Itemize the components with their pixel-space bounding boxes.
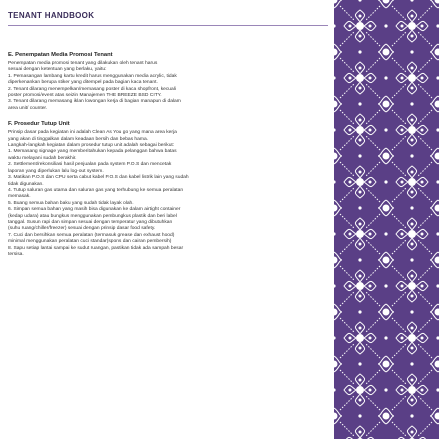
section-e-item: 3. Tenant dilarang memasang iklan lowongan kerja di bagian manapun di dalam xyxy=(8,99,181,105)
header-divider xyxy=(8,25,328,26)
section-f-item: 8. Sapu setiap lantai sampai ke sudut ruangan, pastikan tidak ada sampah besar xyxy=(8,245,184,251)
section-f-item: (suhu ruang/chiller/freezer) sesuai dengan prinsip dasar food safety. xyxy=(8,226,156,232)
section-f-item: tersisa. xyxy=(8,251,24,257)
section-f-item: 5. Buang semua bahan baku yang sudah tidak layak olah. xyxy=(8,200,134,206)
section-f-item: tidak digunakan. xyxy=(8,181,44,187)
batik-pattern-icon xyxy=(334,0,439,439)
section-f xyxy=(8,121,308,258)
section-e-item: area unit/ counter. xyxy=(8,105,48,111)
main-content xyxy=(8,52,308,258)
section-e-intro-line: sesuai dengan ketentuan yang berlaku, yaitu: xyxy=(8,67,107,73)
section-f-item: waktu melayani sudah berakhir. xyxy=(8,155,77,161)
section-f-intro-line: yang akan di tinggalkan dalam keadaan bersih dan bebas hama. xyxy=(8,136,149,142)
page-header-title: TENANT HANDBOOK xyxy=(8,11,95,20)
section-e-item: poster promosi/event atas seizin Manajemen THE BREEZE BSD CITY. xyxy=(8,93,162,99)
section-f-item: 6. Simpan semua bahan yang masih bisa digunakan ke dalam airtight container xyxy=(8,207,181,213)
section-f-item: minimal menggunakan peralatan cuci standar(spons dan cairan pembersih) xyxy=(8,239,172,245)
section-e-item: diperkenankan berupa stiker yang ditempel pada bagian kaca tenant. xyxy=(8,80,158,86)
section-f-item: 4. Tutup saluran gas utama dan saluran gas yang terhubung ke semua peralatan xyxy=(8,187,184,193)
section-f-intro-line: Langkah-langkah kegiatan dalam prosedur tutup unit adalah sebagai berikut: xyxy=(8,143,175,149)
section-e-item: 1. Pemasangan lambang kartu kredit harus menggunakan media acrylic, tidak xyxy=(8,73,177,79)
section-f-item: memasak. xyxy=(8,194,31,200)
section-f-item: (kedap udara) atau bungkus menggunakan pembungkus plastik dan beri label xyxy=(8,213,177,219)
section-f-item: laporan yang diperlukan lalu log-out system. xyxy=(8,168,104,174)
section-f-item: 2. Settlement/rekonsiliasi hasil penjualan pada system P.O.S dan mencetak xyxy=(8,162,172,168)
section-e xyxy=(8,52,308,112)
section-f-item: tanggal. Susun rapi dan simpan sesuai dengan temperatur yang dibutuhkan xyxy=(8,219,173,225)
section-e-item: 2. Tenant dilarang menempelkan/memasang poster di kaca shopfront, kecuali xyxy=(8,86,176,92)
section-e-intro-line: Penempatan media promosi tenant yang dilakukan oleh tenant harus xyxy=(8,61,158,66)
section-f-title: F. Prosedur Tutup Unit xyxy=(8,121,70,128)
section-e-title: E. Penempatan Media Promosi Tenant xyxy=(8,52,113,58)
section-f-item: 3. Matikan P.O.S dan CPU serta cabut kabel P.O.S dan kabel listrik lain yang sudah xyxy=(8,175,189,181)
section-f-intro-line: Prinsip dasar pada kegiatan ini adalah Clean As You go yang mana area kerja xyxy=(8,130,177,136)
section-f-item: 7. Cuci dan bersihkan semua peralatan (termasuk grease dan exhaust hood) xyxy=(8,232,175,238)
section-f-item: 1. Memasang signage yang memberitahukan kepada pelanggan bahwa batas xyxy=(8,149,177,155)
